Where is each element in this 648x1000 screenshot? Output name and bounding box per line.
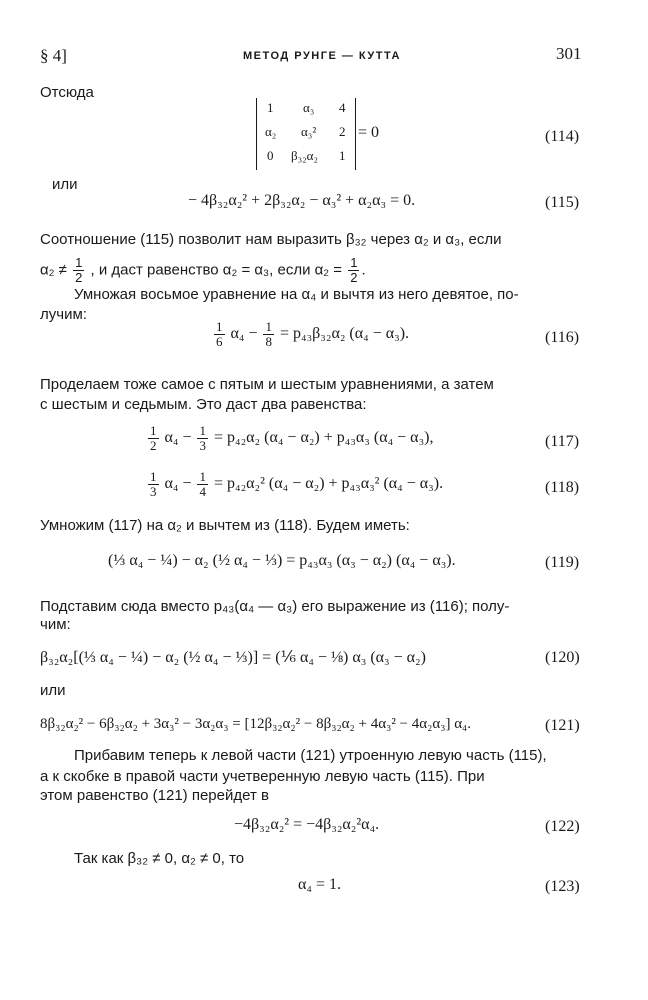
frac-num: 1 [199, 423, 206, 438]
frac [214, 320, 225, 349]
fraction-half-2 [348, 256, 359, 285]
frac-den: 2 [75, 270, 83, 285]
det-cell: 2 [339, 124, 346, 139]
det-rhs: = 0 [358, 124, 380, 141]
determinant-114 [256, 98, 356, 170]
det-cell: 4 [339, 100, 346, 115]
equation-117 [146, 424, 433, 453]
det-cell: α₂ [265, 124, 277, 139]
running-title: МЕТОД РУНГЕ — КУТТА [243, 50, 401, 62]
para2-line2: лучим: [40, 306, 87, 323]
frac-num: 1 [150, 469, 157, 484]
frac-num: 1 [265, 319, 272, 334]
frac-den: 3 [199, 438, 206, 453]
eq-number-114: (114) [545, 128, 580, 145]
para6-line3: этом равенство (121) перейдет в [40, 787, 269, 804]
frac-den: 2 [350, 270, 358, 285]
frac-den: 2 [150, 438, 157, 453]
eq-number-119: (119) [545, 554, 580, 571]
det-cell: 1 [339, 148, 346, 163]
det-cell: α₃² [301, 124, 317, 139]
frac-num: 1 [216, 319, 223, 334]
para1-cond1: α₂ ≠ [40, 261, 67, 279]
para6-line2: а к скобке в правой части учетверенную левую часть (115). При [40, 768, 485, 785]
eq-number-117: (117) [545, 433, 580, 450]
text-ili-1: или [52, 176, 78, 193]
equation-118 [146, 470, 443, 499]
det-cell: 1 [267, 100, 274, 115]
equation-115: − 4β₃₂α₂² + 2β₃₂α₂ − α₃² + α₂α₃ = 0. [188, 192, 416, 209]
det-cell: β₃₂α₂ [291, 148, 319, 163]
eq-number-116: (116) [545, 329, 580, 346]
eq-rhs: = p₄₃β₃₂α₂ (α₄ − α₃). [279, 325, 410, 343]
para5-line2: чим: [40, 616, 71, 633]
frac [197, 424, 208, 453]
eq-number-120: (120) [545, 649, 580, 666]
para2-line1: Умножая восьмое уравнение на α₄ и вычтя из него девятое, по- [74, 286, 519, 303]
eq-number-123: (123) [545, 878, 580, 895]
para1-line2: α₂ ≠ $\frac{1}{2}$ , и даст равенство α₂ = α₃, если α₂ = $\frac{1}{2}$ . [40, 255, 366, 285]
equation-122: −4β₃₂α₂² = −4β₃₂α₂²α₄. [234, 816, 380, 833]
text-ili-2: или [40, 682, 66, 699]
eq-number-115: (115) [545, 194, 580, 211]
para3-line1: Проделаем тоже самое с пятым и шестым уравнениями, а затем [40, 376, 494, 393]
equation-120: β₃₂α₂[(⅓ α₄ − ¼) − α₂ (½ α₄ − ⅓)] = (⅙ α₄ − ⅛) α₃ (α₃ − α₂) [40, 649, 426, 666]
eq-part: α₄ − [164, 475, 192, 493]
det-cell: α₃ [303, 100, 315, 115]
equation-119: (⅓ α₄ − ¼) − α₂ (½ α₄ − ⅓) = p₄₃α₃ (α₃ − α₂) (α₄ − α₃). [108, 552, 456, 569]
fraction-half [73, 256, 84, 285]
para1-line1: Соотношение (115) позволит нам выразить β₃₂ через α₂ и α₃, если [40, 231, 502, 248]
frac-num: 1 [75, 255, 83, 270]
frac [148, 470, 159, 499]
para5-line1: Подставим сюда вместо p₄₃(α₄ — α₃) его выражение из (116); полу- [40, 598, 510, 615]
section-marker: § 4] [40, 46, 67, 65]
para7: Так как β₃₂ ≠ 0, α₂ ≠ 0, то [74, 850, 245, 867]
eq-rhs: = p₄₂α₂ (α₄ − α₂) + p₄₃α₃ (α₄ − α₃), [213, 429, 434, 447]
para1-mid: , и даст равенство α₂ = α₃, если α₂ = [90, 261, 343, 279]
eq-number-122: (122) [545, 818, 580, 835]
para3-line2: с шестым и седьмым. Это даст два равенства: [40, 396, 367, 413]
eq-rhs: = p₄₂α₂² (α₄ − α₂) + p₄₃α₃² (α₄ − α₃). [213, 475, 444, 493]
equation-123: α₄ = 1. [298, 876, 341, 893]
frac-num: 1 [199, 469, 206, 484]
frac-den: 3 [150, 484, 157, 499]
frac [197, 470, 208, 499]
para6-line1: Прибавим теперь к левой части (121) утроенную левую часть (115), [74, 747, 547, 764]
eq-part: α₄ − [164, 429, 192, 447]
frac-den: 8 [265, 334, 272, 349]
page-number: 301 [556, 44, 582, 63]
frac-den: 6 [216, 334, 223, 349]
equation-121: 8β₃₂α₂² − 6β₃₂α₂ + 3α₃² − 3α₂α₃ = [12β₃₂α₂² − 8β₃₂α₂ + 4α₃² − 4α₂α₃] α₄. [40, 716, 472, 732]
para4: Умножим (117) на α₂ и вычтем из (118). Будем иметь: [40, 517, 410, 534]
frac [148, 424, 159, 453]
equation-116 [212, 320, 409, 349]
frac-num: 1 [150, 423, 157, 438]
eq-part: α₄ − [230, 325, 258, 343]
frac-num: 1 [350, 255, 358, 270]
frac-den: 4 [199, 484, 206, 499]
det-cell: 0 [267, 148, 274, 163]
text-otsyuda: Отсюда [40, 84, 94, 101]
frac [263, 320, 274, 349]
eq-number-121: (121) [545, 717, 580, 734]
eq-number-118: (118) [545, 479, 580, 496]
